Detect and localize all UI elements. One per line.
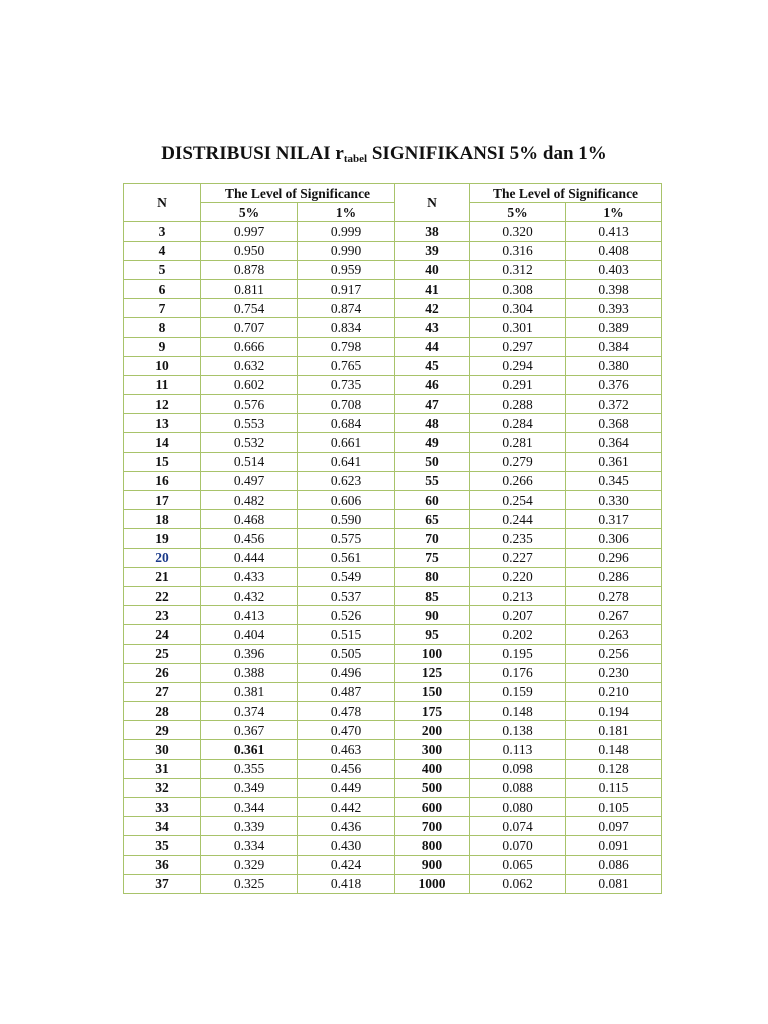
value-1pct-right: 0.368: [566, 414, 662, 433]
n-cell-right: 500: [395, 778, 470, 797]
n-cell-right: 900: [395, 855, 470, 874]
n-cell-left: 8: [124, 318, 201, 337]
value-1pct-right: 0.361: [566, 452, 662, 471]
table-row: [124, 260, 662, 279]
n-cell-left: 19: [124, 529, 201, 548]
n-cell-right: 49: [395, 433, 470, 452]
value-5pct-left: 0.632: [201, 356, 298, 375]
table-row: [124, 279, 662, 298]
value-1pct-right: 0.086: [566, 855, 662, 874]
value-5pct-right: 0.080: [470, 798, 566, 817]
value-5pct-right: 0.284: [470, 414, 566, 433]
table-row: [124, 395, 662, 414]
value-5pct-right: 0.281: [470, 433, 566, 452]
table-row: [124, 433, 662, 452]
value-1pct-left: 0.641: [298, 452, 395, 471]
value-1pct-left: 0.959: [298, 260, 395, 279]
n-cell-right: 43: [395, 318, 470, 337]
n-cell-left: 26: [124, 663, 201, 682]
header-n-left: N: [124, 184, 201, 222]
value-1pct-right: 0.267: [566, 606, 662, 625]
n-cell-left: 15: [124, 452, 201, 471]
value-5pct-right: 0.227: [470, 548, 566, 567]
value-1pct-left: 0.549: [298, 567, 395, 586]
value-5pct-right: 0.279: [470, 452, 566, 471]
n-cell-left: 36: [124, 855, 201, 874]
table-row: [124, 356, 662, 375]
value-1pct-right: 0.230: [566, 663, 662, 682]
value-5pct-right: 0.088: [470, 778, 566, 797]
n-cell-left: 17: [124, 491, 201, 510]
value-5pct-left: 0.361: [201, 740, 298, 759]
n-cell-right: 55: [395, 471, 470, 490]
n-cell-left: 30: [124, 740, 201, 759]
value-5pct-left: 0.329: [201, 855, 298, 874]
value-1pct-left: 0.424: [298, 855, 395, 874]
n-cell-left: 13: [124, 414, 201, 433]
value-5pct-right: 0.220: [470, 567, 566, 586]
n-cell-left: 29: [124, 721, 201, 740]
n-cell-left: 34: [124, 817, 201, 836]
value-5pct-left: 0.456: [201, 529, 298, 548]
value-5pct-left: 0.381: [201, 682, 298, 701]
value-1pct-right: 0.376: [566, 375, 662, 394]
value-5pct-right: 0.070: [470, 836, 566, 855]
n-cell-right: 90: [395, 606, 470, 625]
n-cell-left: 12: [124, 395, 201, 414]
value-5pct-left: 0.532: [201, 433, 298, 452]
table-row: [124, 644, 662, 663]
value-5pct-right: 0.065: [470, 855, 566, 874]
value-1pct-left: 0.436: [298, 817, 395, 836]
value-5pct-right: 0.301: [470, 318, 566, 337]
n-cell-left: 24: [124, 625, 201, 644]
n-cell-left: 28: [124, 702, 201, 721]
header-significance-right: The Level of Significance: [470, 184, 662, 203]
value-1pct-left: 0.684: [298, 414, 395, 433]
value-5pct-left: 0.355: [201, 759, 298, 778]
value-5pct-left: 0.878: [201, 260, 298, 279]
value-5pct-right: 0.288: [470, 395, 566, 414]
value-1pct-right: 0.408: [566, 241, 662, 260]
table-row: [124, 337, 662, 356]
value-1pct-right: 0.181: [566, 721, 662, 740]
n-cell-right: 85: [395, 586, 470, 605]
value-5pct-left: 0.325: [201, 874, 298, 893]
n-cell-right: 100: [395, 644, 470, 663]
n-cell-left: 35: [124, 836, 201, 855]
table-row: [124, 874, 662, 893]
n-cell-left: 16: [124, 471, 201, 490]
value-5pct-left: 0.344: [201, 798, 298, 817]
value-5pct-right: 0.148: [470, 702, 566, 721]
value-1pct-right: 0.097: [566, 817, 662, 836]
value-1pct-right: 0.115: [566, 778, 662, 797]
value-5pct-right: 0.202: [470, 625, 566, 644]
value-5pct-left: 0.367: [201, 721, 298, 740]
value-1pct-left: 0.798: [298, 337, 395, 356]
table-row: [124, 759, 662, 778]
n-cell-left: 22: [124, 586, 201, 605]
n-cell-left: 9: [124, 337, 201, 356]
table-row: [124, 567, 662, 586]
value-5pct-right: 0.235: [470, 529, 566, 548]
n-cell-right: 200: [395, 721, 470, 740]
value-5pct-right: 0.062: [470, 874, 566, 893]
value-5pct-left: 0.497: [201, 471, 298, 490]
n-cell-right: 600: [395, 798, 470, 817]
value-5pct-right: 0.213: [470, 586, 566, 605]
value-5pct-right: 0.207: [470, 606, 566, 625]
table-row: [124, 817, 662, 836]
n-cell-left: 23: [124, 606, 201, 625]
n-cell-right: 38: [395, 222, 470, 241]
value-5pct-left: 0.388: [201, 663, 298, 682]
value-1pct-right: 0.345: [566, 471, 662, 490]
table-row: [124, 318, 662, 337]
value-1pct-left: 0.515: [298, 625, 395, 644]
value-5pct-left: 0.334: [201, 836, 298, 855]
value-5pct-left: 0.339: [201, 817, 298, 836]
value-1pct-right: 0.398: [566, 279, 662, 298]
value-5pct-left: 0.754: [201, 299, 298, 318]
value-5pct-left: 0.666: [201, 337, 298, 356]
value-1pct-left: 0.874: [298, 299, 395, 318]
table-header: [124, 184, 662, 222]
n-cell-right: 800: [395, 836, 470, 855]
value-5pct-left: 0.576: [201, 395, 298, 414]
value-1pct-left: 0.456: [298, 759, 395, 778]
n-cell-left: 11: [124, 375, 201, 394]
value-5pct-right: 0.195: [470, 644, 566, 663]
value-5pct-left: 0.396: [201, 644, 298, 663]
table-row: [124, 702, 662, 721]
n-cell-right: 45: [395, 356, 470, 375]
value-1pct-right: 0.128: [566, 759, 662, 778]
header-5pct-left: 5%: [201, 203, 298, 222]
header-5pct-right: 5%: [470, 203, 566, 222]
n-cell-right: 47: [395, 395, 470, 414]
value-5pct-right: 0.074: [470, 817, 566, 836]
value-1pct-left: 0.449: [298, 778, 395, 797]
table-row: [124, 471, 662, 490]
n-cell-right: 48: [395, 414, 470, 433]
header-1pct-right: 1%: [566, 203, 662, 222]
n-cell-right: 70: [395, 529, 470, 548]
value-1pct-left: 0.442: [298, 798, 395, 817]
n-cell-right: 46: [395, 375, 470, 394]
value-1pct-left: 0.623: [298, 471, 395, 490]
n-cell-right: 50: [395, 452, 470, 471]
value-1pct-left: 0.470: [298, 721, 395, 740]
value-1pct-right: 0.105: [566, 798, 662, 817]
value-5pct-left: 0.404: [201, 625, 298, 644]
table-row: [124, 606, 662, 625]
table-row: [124, 836, 662, 855]
value-1pct-right: 0.148: [566, 740, 662, 759]
value-1pct-right: 0.194: [566, 702, 662, 721]
value-5pct-left: 0.811: [201, 279, 298, 298]
n-cell-left: 33: [124, 798, 201, 817]
title-suffix: SIGNIFIKANSI 5% dan 1%: [367, 143, 607, 164]
value-5pct-right: 0.312: [470, 260, 566, 279]
value-5pct-left: 0.444: [201, 548, 298, 567]
table-row: [124, 855, 662, 874]
value-1pct-right: 0.403: [566, 260, 662, 279]
n-cell-left: 25: [124, 644, 201, 663]
table-row: [124, 222, 662, 241]
r-table: [123, 183, 662, 894]
n-cell-right: 65: [395, 510, 470, 529]
value-5pct-right: 0.308: [470, 279, 566, 298]
header-row-2: [124, 203, 662, 222]
value-5pct-right: 0.291: [470, 375, 566, 394]
value-1pct-right: 0.389: [566, 318, 662, 337]
n-cell-right: 60: [395, 491, 470, 510]
value-1pct-left: 0.735: [298, 375, 395, 394]
n-cell-right: 41: [395, 279, 470, 298]
table-row: [124, 778, 662, 797]
title-subscript: tabel: [343, 153, 368, 165]
value-5pct-left: 0.468: [201, 510, 298, 529]
n-cell-right: 42: [395, 299, 470, 318]
table-row: [124, 241, 662, 260]
value-1pct-right: 0.091: [566, 836, 662, 855]
value-1pct-left: 0.834: [298, 318, 395, 337]
table-row: [124, 798, 662, 817]
value-1pct-left: 0.526: [298, 606, 395, 625]
value-1pct-right: 0.317: [566, 510, 662, 529]
n-cell-right: 1000: [395, 874, 470, 893]
value-1pct-right: 0.256: [566, 644, 662, 663]
value-5pct-left: 0.950: [201, 241, 298, 260]
header-row-1: [124, 184, 662, 203]
n-cell-left: 4: [124, 241, 201, 260]
value-1pct-right: 0.081: [566, 874, 662, 893]
value-5pct-left: 0.482: [201, 491, 298, 510]
n-cell-left: 31: [124, 759, 201, 778]
value-5pct-left: 0.432: [201, 586, 298, 605]
value-5pct-right: 0.098: [470, 759, 566, 778]
value-1pct-right: 0.263: [566, 625, 662, 644]
value-1pct-right: 0.364: [566, 433, 662, 452]
value-1pct-left: 0.765: [298, 356, 395, 375]
n-cell-left: 27: [124, 682, 201, 701]
value-1pct-right: 0.306: [566, 529, 662, 548]
value-1pct-left: 0.990: [298, 241, 395, 260]
n-cell-right: 44: [395, 337, 470, 356]
value-1pct-left: 0.478: [298, 702, 395, 721]
n-cell-left: 20: [124, 548, 201, 567]
value-1pct-left: 0.487: [298, 682, 395, 701]
value-5pct-left: 0.349: [201, 778, 298, 797]
value-5pct-right: 0.320: [470, 222, 566, 241]
value-1pct-right: 0.393: [566, 299, 662, 318]
value-1pct-left: 0.999: [298, 222, 395, 241]
value-5pct-right: 0.113: [470, 740, 566, 759]
value-5pct-right: 0.176: [470, 663, 566, 682]
value-1pct-right: 0.330: [566, 491, 662, 510]
n-cell-right: 39: [395, 241, 470, 260]
value-1pct-left: 0.575: [298, 529, 395, 548]
title-prefix: DISTRIBUSI NILAI r: [161, 143, 344, 164]
n-cell-left: 18: [124, 510, 201, 529]
table-row: [124, 682, 662, 701]
n-cell-left: 37: [124, 874, 201, 893]
table-row: [124, 721, 662, 740]
table-row: [124, 663, 662, 682]
table-row: [124, 548, 662, 567]
table-row: [124, 452, 662, 471]
value-5pct-right: 0.297: [470, 337, 566, 356]
n-cell-left: 3: [124, 222, 201, 241]
n-cell-right: 150: [395, 682, 470, 701]
value-5pct-left: 0.997: [201, 222, 298, 241]
header-significance-left: The Level of Significance: [201, 184, 395, 203]
table-row: [124, 586, 662, 605]
value-1pct-right: 0.413: [566, 222, 662, 241]
n-cell-right: 95: [395, 625, 470, 644]
value-1pct-right: 0.384: [566, 337, 662, 356]
value-5pct-left: 0.413: [201, 606, 298, 625]
value-1pct-left: 0.661: [298, 433, 395, 452]
value-1pct-left: 0.917: [298, 279, 395, 298]
n-cell-right: 175: [395, 702, 470, 721]
n-cell-right: 400: [395, 759, 470, 778]
page-title: [0, 143, 768, 165]
value-5pct-right: 0.316: [470, 241, 566, 260]
table-row: [124, 375, 662, 394]
value-1pct-right: 0.296: [566, 548, 662, 567]
n-cell-right: 700: [395, 817, 470, 836]
value-5pct-right: 0.294: [470, 356, 566, 375]
header-1pct-left: 1%: [298, 203, 395, 222]
value-1pct-left: 0.561: [298, 548, 395, 567]
value-1pct-left: 0.496: [298, 663, 395, 682]
n-cell-left: 5: [124, 260, 201, 279]
n-cell-left: 14: [124, 433, 201, 452]
value-1pct-right: 0.372: [566, 395, 662, 414]
n-cell-right: 125: [395, 663, 470, 682]
value-5pct-right: 0.138: [470, 721, 566, 740]
value-5pct-left: 0.553: [201, 414, 298, 433]
n-cell-right: 75: [395, 548, 470, 567]
value-5pct-right: 0.244: [470, 510, 566, 529]
value-5pct-left: 0.602: [201, 375, 298, 394]
n-cell-right: 300: [395, 740, 470, 759]
value-1pct-right: 0.380: [566, 356, 662, 375]
value-1pct-left: 0.708: [298, 395, 395, 414]
value-1pct-left: 0.505: [298, 644, 395, 663]
table-body: [124, 222, 662, 894]
value-5pct-left: 0.374: [201, 702, 298, 721]
value-5pct-right: 0.266: [470, 471, 566, 490]
value-5pct-left: 0.514: [201, 452, 298, 471]
value-5pct-right: 0.254: [470, 491, 566, 510]
value-5pct-right: 0.304: [470, 299, 566, 318]
value-1pct-left: 0.606: [298, 491, 395, 510]
value-1pct-left: 0.463: [298, 740, 395, 759]
table-row: [124, 529, 662, 548]
value-5pct-left: 0.707: [201, 318, 298, 337]
table-row: [124, 625, 662, 644]
n-cell-right: 80: [395, 567, 470, 586]
value-1pct-left: 0.418: [298, 874, 395, 893]
n-cell-left: 21: [124, 567, 201, 586]
value-1pct-left: 0.590: [298, 510, 395, 529]
table-row: [124, 510, 662, 529]
n-cell-left: 10: [124, 356, 201, 375]
n-cell-left: 32: [124, 778, 201, 797]
value-1pct-right: 0.278: [566, 586, 662, 605]
value-1pct-left: 0.537: [298, 586, 395, 605]
value-1pct-right: 0.210: [566, 682, 662, 701]
value-1pct-right: 0.286: [566, 567, 662, 586]
n-cell-left: 6: [124, 279, 201, 298]
table-row: [124, 414, 662, 433]
table-row: [124, 299, 662, 318]
n-cell-left: 7: [124, 299, 201, 318]
table-row: [124, 740, 662, 759]
value-5pct-right: 0.159: [470, 682, 566, 701]
value-5pct-left: 0.433: [201, 567, 298, 586]
value-1pct-left: 0.430: [298, 836, 395, 855]
table-row: [124, 491, 662, 510]
header-n-right: N: [395, 184, 470, 222]
n-cell-right: 40: [395, 260, 470, 279]
